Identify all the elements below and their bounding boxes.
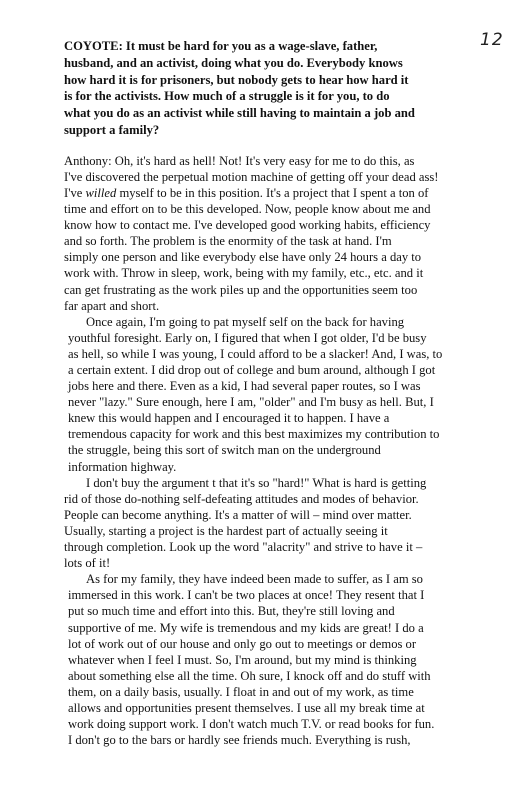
answer-line: Usually, starting a project is the hardest part of actually seeing it xyxy=(64,523,388,538)
question-line: is for the activists. How much of a struggle is it for you, to do xyxy=(64,89,390,104)
answer-line: rid of those do-nothing self-defeating attitudes and modes of behavior. xyxy=(64,491,419,506)
answer-line: I don't buy the argument t that it's so "hard!" What is hard is getting xyxy=(86,475,427,490)
question-line: husband, and an activist, doing what you do. Everybody knows xyxy=(64,55,403,70)
answer-line: simply one person and like everybody else have only 24 hours a day to xyxy=(64,250,422,265)
answer-line: tremendous capacity for work and this best maximizes my contribution to xyxy=(68,427,440,442)
answer-line: immersed in this work. I can't be two places at once! They resent that I xyxy=(68,588,425,603)
answer-line: As for my family, they have indeed been made to suffer, as I am so xyxy=(86,572,423,587)
page-number: 12 xyxy=(480,30,504,50)
answer-line: People can become anything. It's a matter of will – mind over matter. xyxy=(64,507,412,522)
answer-line: I've discovered the perpetual motion machine of getting off your dead ass! xyxy=(64,169,439,184)
answer-line: put so much time and effort into this. But, they're still loving and xyxy=(68,604,395,619)
answer-line: a certain extent. I did drop out of college and bum around, although I got xyxy=(68,363,436,377)
answer-line: can get frustrating as the work piles up and the opportunities seem too xyxy=(64,282,418,297)
answer-line: knew this would happen and I encouraged it to happen. I have a xyxy=(68,411,390,426)
question-line: how hard it is for prisoners, but nobody gets to hear how hard it xyxy=(64,72,409,87)
interview-answer xyxy=(64,153,520,748)
question-line: COYOTE: It must be hard for you as a wage-slave, father, xyxy=(64,39,378,53)
answer-line: lot of work out of our house and only go out to meetings or demos or xyxy=(68,636,417,651)
answer-line: about something else all the time. Oh sure, I knock off and do stuff with xyxy=(68,668,431,683)
answer-line: youthful foresight. Early on, I figured that when I got older, I'd be busy xyxy=(68,330,427,345)
document-page xyxy=(64,38,520,748)
answer-line: and so forth. The problem is the enormity of the task at hand. I'm xyxy=(64,234,392,249)
answer-line: Once again, I'm going to pat myself self on the back for having xyxy=(86,314,405,329)
interview-question xyxy=(64,38,520,139)
answer-line: supportive of me. My wife is tremendous and my kids are great! I do a xyxy=(68,620,424,635)
answer-line: through completion. Look up the word "alacrity" and strive to have it – xyxy=(64,540,423,555)
answer-line: far apart and short. xyxy=(64,298,160,313)
answer-line: the struggle, being this sort of switch man on the underground xyxy=(68,443,381,458)
question-line: support a family? xyxy=(64,122,160,137)
answer-line: jobs here and there. Even as a kid, I had several paper routes, so I was xyxy=(68,379,421,394)
answer-line: I don't go to the bars or hardly see friends much. Everything is rush, xyxy=(68,733,411,748)
answer-line: work doing support work. I don't watch much T.V. or read books for fun. xyxy=(68,717,435,732)
answer-line: work with. Throw in sleep, work, being with my family, etc., etc. and it xyxy=(64,266,424,281)
answer-line: know how to contact me. I've developed good working habits, efficiency xyxy=(64,218,431,233)
answer-line: lots of it! xyxy=(64,556,111,571)
question-line: what you do as an activist while still having to maintain a job and xyxy=(64,106,415,121)
answer-line: them, on a daily basis, usually. I float in and out of my work, as time xyxy=(68,684,414,699)
answer-line: as hell, so while I was young, I could afford to be a slacker! And, I was, to xyxy=(68,346,443,361)
answer-line: allows and opportunities present themselves. I use all my break time at xyxy=(68,700,425,715)
answer-line: Anthony: Oh, it's hard as hell! Not! It's very easy for me to do this, as xyxy=(64,153,415,168)
answer-line: I've willed myself to be in this position. It's a project that I spent a ton of xyxy=(64,185,429,200)
answer-line: information highway. xyxy=(68,459,177,474)
answer-line: time and effort on to be this developed. Now, people know about me and xyxy=(64,202,431,217)
answer-line: never "lazy." Sure enough, here I am, "older" and I'm busy as hell. But, I xyxy=(68,395,434,410)
answer-line: whatever when I feel I must. So, I'm around, but my mind is thinking xyxy=(68,652,417,667)
